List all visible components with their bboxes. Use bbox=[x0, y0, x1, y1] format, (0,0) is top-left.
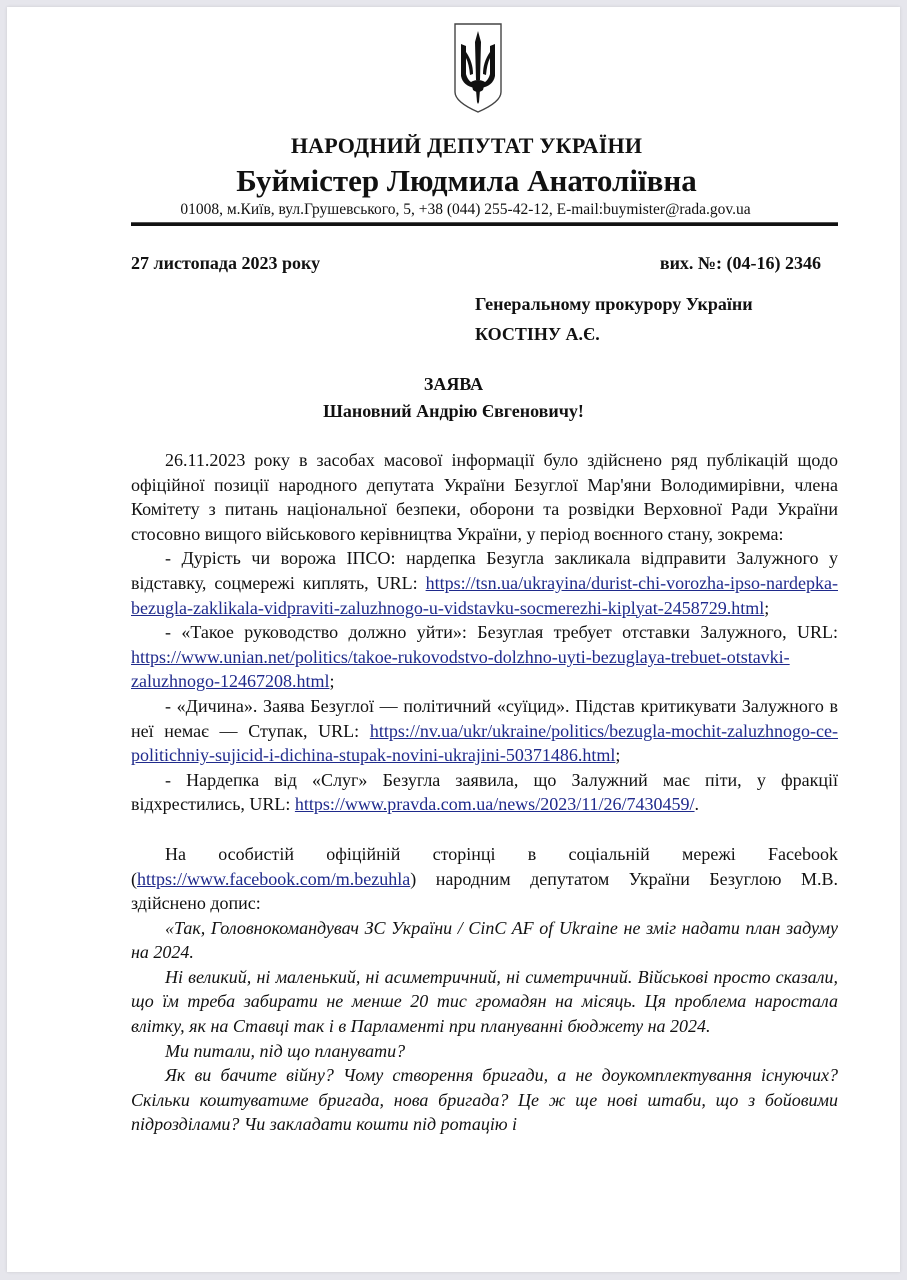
outgoing-number: вих. №: (04-16) 2346 bbox=[659, 253, 821, 273]
document-date: 27 листопада 2023 року bbox=[131, 253, 321, 273]
publication-link[interactable]: https://www.unian.net/politics/takoe-rukovodstvo-dolzhno-uyti-bezuglaya-trebuet-otstavki-zaluzhnogo-12467208.html bbox=[131, 646, 790, 692]
quote-paragraph: Ми питали, під що планувати? bbox=[165, 1040, 406, 1061]
facebook-paragraph: На особистій офіційній сторінці в соціальній мережі Facebook (https://www.facebook.com/m.bezuhla) народним депутатом України Безуглою М.В. здійснено допис: bbox=[131, 843, 838, 914]
intro-paragraph: 26.11.2023 року в засобах масової інформації було здійснено ряд публікацій щодо офіційної позиції народного депутата України Безуглої Мар'яни Володимирівни, члена Комітету з питань національної безпеки, оборони та розвідки Верховної Ради України стосовно вищого військового керівництва України, у період воєнного стану, зокрема: bbox=[131, 450, 838, 544]
addressee-block bbox=[475, 289, 753, 349]
facebook-link[interactable]: https://www.facebook.com/m.bezuhla bbox=[137, 868, 411, 889]
letterhead-divider bbox=[131, 222, 838, 226]
publication-item: - Дурість чи ворожа ІПСО: нардепка Безугла закликала відправити Залужного у відставку, соцмережі киплять, URL: https://tsn.ua/ukrayina/durist-chi-vorozha-ipso-nardepka-bezugla-zaklikala-vidpraviti-zaluzhnogo-u-vidstavku-socmerezhi-kiplyat-2458729.html; bbox=[131, 548, 838, 618]
publication-link[interactable]: https://www.pravda.com.ua/news/2023/11/26/7430459/ bbox=[294, 794, 695, 815]
quote-paragraph: Ні великий, ні маленький, ні асиметричний, ні симетричний. Військові просто сказали, що їм треба забирати не менше 20 тис громадян на місяць. Ця проблема наростала влітку, як на Ставці так і в Парламенті при плануванні бюджету на 2024. bbox=[131, 966, 838, 1037]
letterhead-title: НАРОДНИЙ ДЕПУТАТ УКРАЇНИ bbox=[290, 133, 643, 158]
addressee-position: Генеральному прокурору України bbox=[475, 294, 753, 314]
publication-item: - «Такое руководство должно уйти»: Безуглая требует отставки Залужного, URL: https://www.unian.net/politics/takoe-rukovodstvo-dolzhno-uyti-bezuglaya-trebuet-otstavki-zaluzhnogo-12467208.html; bbox=[131, 622, 838, 692]
publication-link[interactable]: https://nv.ua/ukr/ukraine/politics/bezugla-mochit-zaluzhnogo-ce-politichniy-sujicid-i-dichina-stupak-novini-ukrajini-50371486.html bbox=[131, 720, 838, 766]
quote-paragraph: Як ви бачите війну? Чому створення бригади, а не доукомплектування існуючих? Скільки коштуватиме бригада, нова бригада? Це ж ще нові штаби, що з бойовими підрозділами? Чи закладати кошти під ротацію і bbox=[131, 1065, 838, 1135]
deputy-name: Буймістер Людмила Анатоліївна bbox=[236, 163, 697, 198]
publication-link[interactable]: https://tsn.ua/ukrayina/durist-chi-vorozha-ipso-nardepka-bezugla-zaklikala-vidpraviti-zaluzhnogo-u-vidstavku-socmerezhi-kiplyat-2458729.html bbox=[131, 572, 838, 618]
publication-item: - «Дичина». Заява Безуглої — політичний «суїцид». Підстав критикувати Залужного в неї немає — Ступак, URL: https://nv.ua/ukr/ukraine/politics/bezugla-mochit-zaluzhnogo-ce-politichniy-sujicid-i-dichina-stupak-novini-ukrajini-50371486.html; bbox=[131, 695, 838, 766]
salutation: Шановний Андрію Євгеновичу! bbox=[323, 401, 584, 421]
letterhead-address: 01008, м.Київ, вул.Грушевського, 5, +38 (044) 255-42-12, E-mail:buymister@rada.gov.ua bbox=[180, 201, 751, 218]
quote-paragraph: «Так, Головнокомандувач ЗС України / CinC AF of Ukraine не зміг надати план задуму на 2024. bbox=[131, 917, 838, 963]
trident-coat-of-arms-icon bbox=[453, 22, 503, 114]
publication-item: - Нардепка від «Слуг» Безугла заявила, що Залужний має піти, у фракції відхрестились, URL: https://www.pravda.com.ua/news/2023/11/26/7430459/. bbox=[131, 769, 838, 815]
document-title: ЗАЯВА bbox=[423, 374, 484, 394]
document-body bbox=[131, 448, 838, 1137]
addressee-name: КОСТІНУ А.Є. bbox=[475, 324, 600, 344]
